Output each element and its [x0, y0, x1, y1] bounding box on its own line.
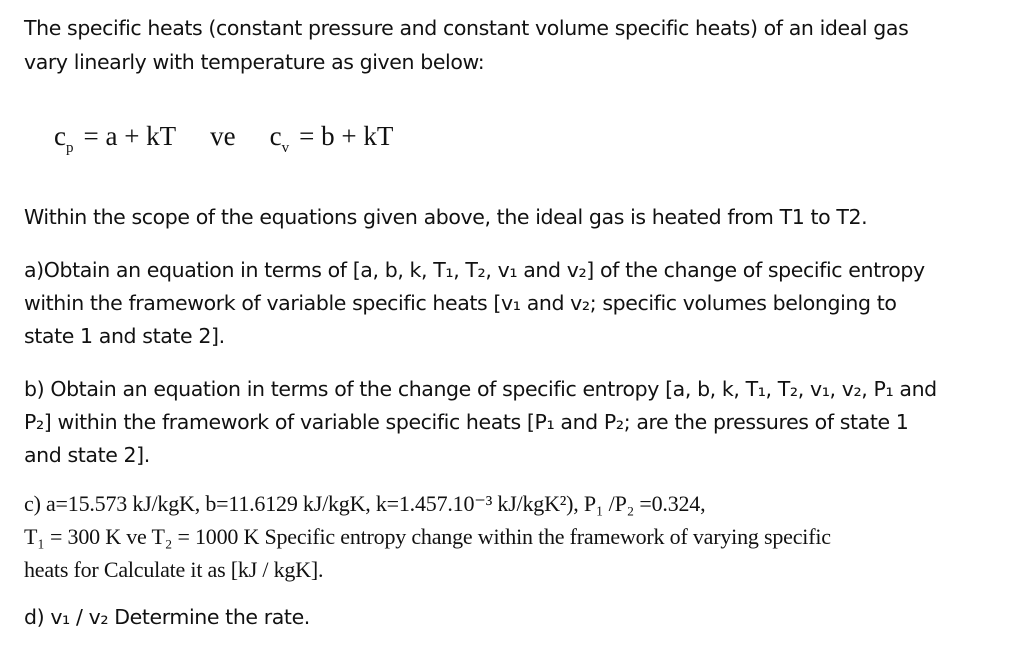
equation-connector: ve	[210, 121, 236, 151]
part-c-line-2: T₁ = 300 K ve T₂ = 1000 K Specific entropy change within the framework of varying specific	[24, 524, 831, 549]
part-b-line-1: b) Obtain an equation in terms of the change of specific entropy [a, b, k, T₁, T₂, v₁, v₂, P₁ and	[24, 377, 937, 401]
part-a-line-1: a)Obtain an equation in terms of [a, b, k, T₁, T₂, v₁ and v₂] of the change of specific entropy	[24, 258, 925, 282]
part-b-line-3: and state 2].	[24, 443, 150, 467]
cp-expression: = a + kT	[83, 121, 177, 151]
part-c-line-3: heats for Calculate it as [kJ / kgK].	[24, 557, 324, 582]
part-a-line-2: within the framework of variable specific heats [v₁ and v₂; specific volumes belonging to	[24, 291, 897, 315]
part-b-line-2: P₂] within the framework of variable specific heats [P₁ and P₂; are the pressures of state 1	[24, 410, 909, 434]
scope-statement: Within the scope of the equations given above, the ideal gas is heated from T1 to T2.	[24, 205, 868, 229]
part-d-line-1: d) v₁ / v₂ Determine the rate.	[24, 605, 310, 629]
intro-line-2: vary linearly with temperature as given below:	[24, 50, 485, 74]
cp-subscript: p	[65, 140, 74, 156]
part-c-line-1: c) a=15.573 kJ/kgK, b=11.6129 kJ/kgK, k=1.457.10⁻³ kJ/kgK²), P₁ /P₂ =0.324,	[24, 491, 706, 516]
cv-symbol: c	[269, 121, 282, 151]
cv-subscript: v	[281, 140, 290, 156]
intro-line-1: The specific heats (constant pressure and constant volume specific heats) of an ideal gas	[24, 16, 909, 40]
part-a-line-3: state 1 and state 2].	[24, 324, 225, 348]
cv-expression: = b + kT	[299, 121, 394, 151]
specific-heat-equations	[54, 118, 393, 159]
cp-symbol: c	[54, 121, 66, 151]
